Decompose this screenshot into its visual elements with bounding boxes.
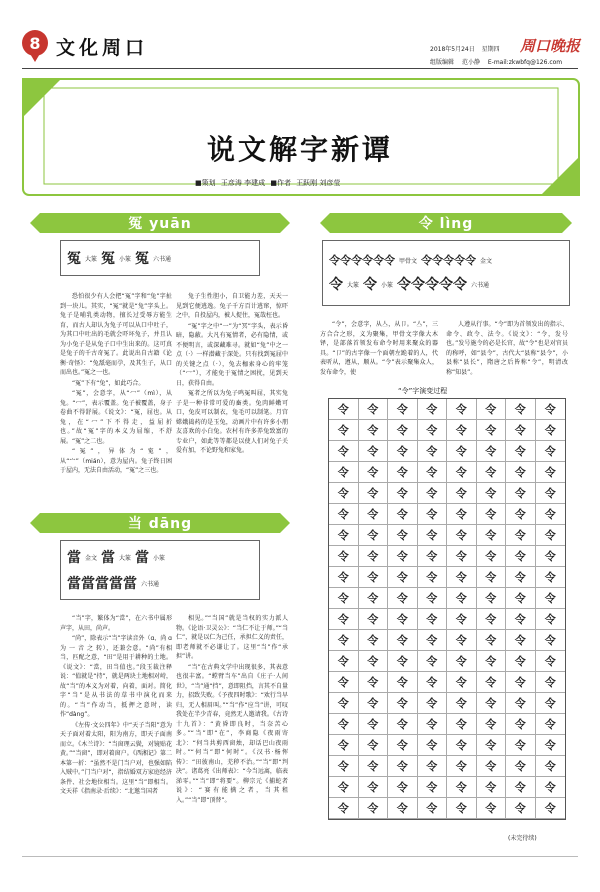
ling-evolution-cell: 令 (506, 651, 536, 672)
ling-evolution-cell: 令 (388, 567, 418, 588)
yuan-col2-para: “冤”字之中“一”为“冥”字头，表示昏暗，隐蔽。大凡有冤情者，必有隐情，或不便明言，或深藏难寻。就如“兔”中之一点（·）一样潜藏于深处。只有找到冤屈中的关键之点（·），兔去枷索身心的牢笼（“冖”），才能免于冤情之困扰，见到天日，获得自由。 (176, 322, 288, 387)
ling-evolution-cell: 令 (329, 588, 359, 609)
ling-evolution-title: “令”字演变过程 (398, 387, 448, 395)
ling-evolution-cell: 令 (477, 693, 507, 714)
ling-evolution-cell: 令 (388, 399, 418, 420)
ling-evolution-cell: 令 (329, 693, 359, 714)
ling-evolution-cell: 令 (329, 399, 359, 420)
ling-label-jiaguwen: 甲骨文 (399, 257, 418, 265)
dang-label-xiaozhuan: 小篆 (153, 554, 166, 562)
dang-col1-para: “尚”，除表示“当”字读音外（ɑ、尚 ɑ 为 一 音 之 转），还兼会意。“尚”有相当，匹配之意，“田”是用于耕种的土地。《说文》：“當，田当值也。”段玉裁注释说：“值就是“持”，就是两块土地相对峙，故“当”的本义为对着，向着，面对。简化字“当”是从书法的草书中演化而来的。“当”作动当，抵押之意时，读作“dàng”。 (60, 635, 172, 718)
ling-evolution-cell: 令 (506, 735, 536, 756)
ling-evolution-cell: 令 (536, 672, 566, 693)
ling-evolution-cell: 令 (418, 777, 448, 798)
ling-evolution-cell: 令 (477, 714, 507, 735)
ling-evolution-cell: 令 (447, 672, 477, 693)
ling-evolution-cell: 令 (536, 735, 566, 756)
ling-evolution-cell: 令 (359, 525, 389, 546)
ling-evolution-cell: 令 (359, 588, 389, 609)
dang-glyph-dazhuan: 當 (101, 550, 116, 566)
ling-evolution-cell: 令 (329, 441, 359, 462)
ling-evolution-cell: 令 (329, 756, 359, 777)
ling-evolution-cell: 令 (447, 651, 477, 672)
ling-evolution-cell: 令 (477, 525, 507, 546)
header-date-line (430, 44, 505, 53)
yuan-col2-para: 兔子生性胆小，自卫能力差，天天一见到它便逃逸。兔子千方百计逃窜，惊吓之中，自投屋内，被人捉住，冤哉枉也。 (176, 293, 288, 319)
ling-evolution-cell: 令 (359, 714, 389, 735)
ling-evolution-cell: 令 (447, 441, 477, 462)
ling-evolution-cell: 令 (506, 420, 536, 441)
page-main-title: 说文解字新谭 (206, 133, 393, 166)
ling-evolution-cell: 令 (359, 756, 389, 777)
ling-evolution-cell: 令 (477, 756, 507, 777)
ling-evolution-cell: 令 (359, 420, 389, 441)
ling-evolution-cell: 令 (388, 651, 418, 672)
ling-col2-para: 人遵从行事。“令”即为首领发出的指示、命令、政令、法令。《说文》：“令，发号也。”发号施令的必是长官，故“令”也是对官员的称呼，如“县令”，古代大“县称“县令”，小县称“县长”，隋唐之后皆称“令”，明清改称“知县”。 (446, 321, 568, 376)
ling-evolution-cell: 令 (536, 630, 566, 651)
ling-evolution-cell: 令 (506, 462, 536, 483)
ling-evolution-cell: 令 (418, 588, 448, 609)
ling-evolution-cell: 令 (536, 777, 566, 798)
ling-evolution-cell: 令 (506, 483, 536, 504)
editor-name: 范小静 (461, 59, 480, 66)
ling-evolution-cell: 令 (418, 693, 448, 714)
ling-evolution-cell: 令 (329, 483, 359, 504)
yuan-col1-para: “冤”，异体为“寃”，从“宀”（mián），意为屋内。兔子终日困于屋内，无法自由活动，“冤”之三也。 (60, 448, 172, 474)
ling-evolution-cell: 令 (506, 525, 536, 546)
ling-evolution-cell: 令 (506, 630, 536, 651)
ling-evolution-cell: 令 (536, 567, 566, 588)
yuan-label-dazhuan: 大篆 (85, 255, 98, 263)
ling-evolution-cell: 令 (359, 798, 389, 819)
ling-evolution-cell: 令 (418, 462, 448, 483)
ling-glyph-dazhuan: 令 (329, 277, 343, 293)
ling-evolution-cell: 令 (388, 798, 418, 819)
ling-evolution-cell: 令 (477, 630, 507, 651)
ling-evolution-cell: 令 (477, 651, 507, 672)
ling-evolution-cell: 令 (506, 798, 536, 819)
ling-evolution-cell: 令 (536, 651, 566, 672)
ling-column-2 (446, 320, 568, 382)
yuan-banner-text: 冤 yuān (128, 216, 192, 232)
yuan-glyph-liushutong: 冤 (135, 251, 150, 267)
ling-evolution-cell: 令 (447, 798, 477, 819)
ling-evolution-cell: 令 (447, 777, 477, 798)
ling-evolution-cell: 令 (536, 462, 566, 483)
ling-evolution-cell: 令 (477, 777, 507, 798)
ling-evolution-cell: 令 (329, 462, 359, 483)
ling-evolution-cell: 令 (418, 546, 448, 567)
newspaper-masthead: 周口晚报 (520, 37, 581, 55)
ling-evolution-cell: 令 (388, 609, 418, 630)
ling-evolution-cell: 令 (536, 441, 566, 462)
ling-label-jinwen: 金文 (480, 257, 493, 265)
ling-evolution-cell: 令 (447, 693, 477, 714)
yuan-label-liushutong: 六书通 (153, 255, 172, 263)
ling-evolution-cell: 令 (359, 462, 389, 483)
ling-evolution-cell: 令 (418, 651, 448, 672)
author-label: ■作者 (270, 179, 291, 187)
ling-evolution-cell: 令 (447, 735, 477, 756)
ling-evolution-cell: 令 (447, 399, 477, 420)
ling-evolution-cell: 令 (506, 714, 536, 735)
ling-evolution-cell: 令 (477, 798, 507, 819)
ling-evolution-cell: 令 (388, 630, 418, 651)
ling-evolution-cell: 令 (388, 756, 418, 777)
dang-section-banner (40, 513, 280, 533)
ling-evolution-grid (328, 398, 566, 820)
ling-label-xiaozhuan: 小篆 (381, 281, 394, 289)
ling-glyphs-jiaguwen: 令令令令令令 (329, 254, 395, 267)
ling-evolution-cell: 令 (536, 525, 566, 546)
ling-evolution-cell: 令 (477, 567, 507, 588)
ling-evolution-cell: 令 (536, 609, 566, 630)
ling-col1-para: “令”，会意字，从亼，从卩。“亼”，三方合合之形，义为聚集，甲骨文字像大木铎，是部落首领发布命令时用来聚众的器具。“卩”的古字像一个面朝左跪着的人，代表听从，遵从，顺从。“令”表示聚集众人，发布命令，使 (320, 321, 438, 376)
ling-evolution-cell: 令 (388, 777, 418, 798)
ling-evolution-cell: 令 (418, 567, 448, 588)
ling-label-dazhuan: 大篆 (347, 281, 360, 289)
yuan-col1-para: “冤”，会意字，从“冖”（mì），从兔。“冖”，表示覆盖。兔子被覆盖，身子卷曲不得舒展。《说文》：“冤，屈也。从兔，在“冖”下不得走，益屈折也。”故“冤”字的本义为屈缩，不舒展。“冤”之二也。 (60, 390, 172, 445)
ling-evolution-cell: 令 (418, 630, 448, 651)
ling-evolution-cell: 令 (329, 609, 359, 630)
ling-evolution-cell: 令 (536, 798, 566, 819)
ling-evolution-cell: 令 (388, 672, 418, 693)
yuan-glyph-box (60, 240, 260, 276)
yuan-label-xiaozhuan: 小篆 (119, 255, 132, 263)
dang-column-1 (60, 614, 172, 836)
yuan-col2-para: 冤者之所以为兔子鸣冤叫屈，其实兔子是一种非常可爱的畜类。兔肉鲜嫩可口，兔皮可以制衣，兔毛可以制笔。月宫嫦娥捣药的是玉兔，动画片中有许多小朋友喜欢的小白兔。农村有许多养兔致富的专业户，如此等等都是以使人们对兔子关爱有加，不论野兔和家兔。 (176, 390, 288, 454)
ling-evolution-cell: 令 (506, 567, 536, 588)
ling-evolution-cell: 令 (477, 483, 507, 504)
ling-evolution-cell: 令 (388, 735, 418, 756)
ling-evolution-cell: 令 (418, 525, 448, 546)
ling-evolution-cell: 令 (329, 714, 359, 735)
ling-evolution-cell: 令 (506, 588, 536, 609)
ling-evolution-cell: 令 (477, 588, 507, 609)
ling-evolution-cell: 令 (447, 609, 477, 630)
yuan-section-banner (40, 213, 280, 233)
ling-evolution-cell: 令 (506, 756, 536, 777)
yuan-column-1 (60, 292, 172, 492)
ling-evolution-cell: 令 (447, 462, 477, 483)
ling-evolution-cell: 令 (418, 735, 448, 756)
ling-glyphs-liushutong: 令令令令令 (397, 277, 468, 293)
ling-evolution-cell: 令 (506, 777, 536, 798)
ling-evolution-cell: 令 (388, 546, 418, 567)
yuan-col1-para: “冤”下有“兔”，如此巧合。 (72, 379, 145, 387)
ling-evolution-cell: 令 (359, 399, 389, 420)
ling-evolution-cell: 令 (388, 714, 418, 735)
ling-glyphs-jinwen: 令令令令令 (421, 254, 477, 267)
ling-evolution-cell: 令 (329, 735, 359, 756)
ling-banner-text: 令 lìng (418, 216, 474, 232)
ling-evolution-cell: 令 (536, 714, 566, 735)
dang-col2-para: 相见。”“当国”就是当权的实力派人物。《论语·卫灵公》：“当仁不让于师。”“当仁”，就是以仁为己任，承担仁义的责任，即老师就不必谦让了。这里“当”作“承担”讲。 (176, 615, 288, 660)
ling-evolution-cell: 令 (447, 420, 477, 441)
ling-evolution-cell: 令 (477, 672, 507, 693)
ling-evolution-cell: 令 (359, 672, 389, 693)
ling-evolution-cell: 令 (388, 462, 418, 483)
ling-evolution-cell: 令 (329, 420, 359, 441)
dang-glyph-jinwen: 當 (67, 550, 81, 566)
ling-evolution-cell: 令 (447, 567, 477, 588)
ling-glyph-box (322, 240, 570, 306)
ling-evolution-cell: 令 (506, 504, 536, 525)
section-title: 文化周口 (56, 37, 149, 59)
yuan-column-2 (176, 292, 288, 492)
ling-label-liushutong: 六书通 (471, 281, 490, 289)
dang-col1-para: 《左传·文公四年》中“天子当阳”意为天子面对着太阳，阳为南方，即天子面南而立。《木兰诗》：“当窗理云鬓，对镜贴花黄。”“当窗”，即对着窗户。《西湘记》第二本第一折：“虽然不是门当户对，也强如陷入贼中。”门当户对“，指结婚双方家庭经济条件、社会地位相当。这里“当”即相当。文天祥《指南录·后续》：“北邀当国者 (60, 721, 172, 795)
ling-evolution-cell: 令 (359, 693, 389, 714)
ling-evolution-cell: 令 (388, 483, 418, 504)
ling-evolution-cell: 令 (359, 504, 389, 525)
ling-evolution-cell: 令 (506, 441, 536, 462)
ling-evolution-cell: 令 (388, 588, 418, 609)
ling-evolution-cell: 令 (418, 609, 448, 630)
ling-evolution-cell: 令 (536, 546, 566, 567)
dang-label-liushutong: 六书通 (141, 580, 160, 588)
ling-evolution-cell: 令 (477, 609, 507, 630)
ling-evolution-cell: 令 (447, 483, 477, 504)
ling-evolution-cell: 令 (329, 672, 359, 693)
dang-glyph-xiaozhuan: 當 (135, 550, 150, 566)
ling-evolution-cell: 令 (359, 441, 389, 462)
ling-evolution-cell: 令 (329, 525, 359, 546)
ling-evolution-cell: 令 (329, 504, 359, 525)
header-weekday: 星期四 (481, 46, 500, 53)
editor-label: 组版编辑 (430, 59, 455, 66)
ling-evolution-cell: 令 (418, 672, 448, 693)
to-be-continued-note: (未完待续) (508, 835, 537, 842)
byline (195, 178, 343, 188)
yuan-col1-para: 恐怕很少有人会把“冤”字和“兔”字扯到一块儿。其实，“冤”就是“兔”字头上。兔子是哺乳类动物，擅长过受辱方能生育，而古人却认为兔子可以从口中吐子，为其口中吐出的毛就会吓坏兔子，并且认为小兔子是从兔子口中生出来的。这可真是兔子的千古奇冤了。此说出自古籍《论衡·奇怪》：“兔舐毫而孕，及其生子，从口而出也。”冤之一也。 (60, 293, 172, 376)
planner-label: ■策划 (195, 179, 216, 187)
ling-evolution-cell: 令 (447, 714, 477, 735)
dang-glyph-box (60, 540, 260, 600)
ling-evolution-cell: 令 (418, 420, 448, 441)
ling-evolution-cell: 令 (329, 798, 359, 819)
ling-evolution-cell: 令 (418, 798, 448, 819)
ling-evolution-cell: 令 (359, 483, 389, 504)
ling-evolution-cell: 令 (329, 567, 359, 588)
ling-evolution-cell: 令 (536, 693, 566, 714)
ling-evolution-cell: 令 (506, 609, 536, 630)
yuan-glyph-xiaozhuan: 冤 (101, 251, 116, 267)
ling-evolution-cell: 令 (506, 693, 536, 714)
ling-evolution-cell: 令 (418, 399, 448, 420)
ling-evolution-cell: 令 (536, 756, 566, 777)
header-divider (22, 68, 578, 69)
dang-label-jinwen: 金文 (85, 554, 98, 562)
ling-evolution-cell: 令 (536, 504, 566, 525)
ling-evolution-cell: 令 (447, 630, 477, 651)
planner-names: 王彦涛 李建成 (220, 179, 266, 187)
dang-column-2 (176, 614, 288, 836)
ling-evolution-cell: 令 (536, 420, 566, 441)
ling-evolution-cell: 令 (477, 420, 507, 441)
dang-col2-para: “当”在古典文学中出现很多，其表意也很丰富。“螳臂当车”出自《庄子·人间世》，“当”通“挡”，意即阻挡，言其不自量力，招致失败。《予夜四时歌》：“欢行当早归，无人相眉叫。”“当”作“应当”讲，可叹我处在半少青春，竟然无人邀请我。《古诗十九首》：“黄昏即良时，当奈苦心多。”“当”即“在”，李商隐《夜雨寄北》：“何当共剪西窗烛，却话巴山夜雨时。”“何当”即“何时”。《汉书·杨恽传》：“田彼南山，芜秽不治。”“当”即“判决”。诸葛亮《出师表》：“今当远离，临表涕零。”“当”即“将要”。柳宗元《捕蛇者说》：“赛有能擒之者，当其租入。”“当”即“顶替”。 (176, 663, 288, 804)
ling-evolution-cell: 令 (388, 420, 418, 441)
ling-evolution-cell: 令 (477, 504, 507, 525)
ling-evolution-cell: 令 (447, 546, 477, 567)
header-editor-line (430, 57, 568, 66)
ling-evolution-cell: 令 (418, 756, 448, 777)
ling-evolution-cell: 令 (477, 735, 507, 756)
ling-evolution-cell: 令 (447, 525, 477, 546)
ling-evolution-cell: 令 (536, 588, 566, 609)
ling-evolution-cell: 令 (329, 630, 359, 651)
ling-evolution-cell: 令 (329, 546, 359, 567)
yuan-glyph-dazhuan: 冤 (67, 251, 81, 267)
ling-evolution-cell: 令 (418, 504, 448, 525)
dang-col1-para: “当”字，繁体为“當”，在六书中属形声字，从田，尚声。 (60, 615, 172, 632)
page-number-badge: 8 (22, 30, 48, 56)
ling-evolution-cell: 令 (536, 399, 566, 420)
ling-evolution-cell: 令 (359, 630, 389, 651)
ling-evolution-cell: 令 (388, 693, 418, 714)
ling-evolution-cell: 令 (506, 546, 536, 567)
ling-evolution-cell: 令 (359, 546, 389, 567)
ling-evolution-cell: 令 (447, 504, 477, 525)
dang-banner-text: 当 dāng (127, 516, 193, 532)
header-date: 2018年5月24日 (430, 46, 475, 53)
dang-glyphs-liushutong: 當當當當當 (67, 576, 137, 592)
ling-evolution-cell: 令 (418, 714, 448, 735)
ling-evolution-cell: 令 (477, 441, 507, 462)
editor-email: E-mail:zkwbfq@126.com (487, 59, 563, 66)
ling-evolution-cell: 令 (418, 483, 448, 504)
ling-section-banner (330, 213, 562, 233)
footer-divider (22, 856, 578, 857)
dang-label-dazhuan: 大篆 (119, 554, 132, 562)
author-names: 王跃刚 刘彦莹 (296, 179, 341, 187)
ling-evolution-cell: 令 (506, 672, 536, 693)
ling-evolution-cell: 令 (359, 609, 389, 630)
ling-evolution-cell: 令 (477, 546, 507, 567)
ling-evolution-cell: 令 (388, 441, 418, 462)
ling-evolution-cell: 令 (477, 399, 507, 420)
ling-column-1 (320, 320, 438, 382)
ling-evolution-cell: 令 (329, 777, 359, 798)
ling-evolution-cell: 令 (418, 441, 448, 462)
ling-evolution-cell: 令 (388, 525, 418, 546)
ling-evolution-cell: 令 (477, 462, 507, 483)
ling-evolution-cell: 令 (359, 777, 389, 798)
ling-evolution-cell: 令 (447, 756, 477, 777)
ling-evolution-cell: 令 (506, 399, 536, 420)
ling-evolution-cell: 令 (447, 588, 477, 609)
ling-glyph-xiaozhuan: 令 (363, 277, 378, 293)
ling-evolution-cell: 令 (536, 483, 566, 504)
ling-evolution-cell: 令 (388, 504, 418, 525)
ling-evolution-cell: 令 (329, 651, 359, 672)
ling-evolution-cell: 令 (359, 735, 389, 756)
ling-evolution-cell: 令 (359, 567, 389, 588)
ling-evolution-cell: 令 (359, 651, 389, 672)
